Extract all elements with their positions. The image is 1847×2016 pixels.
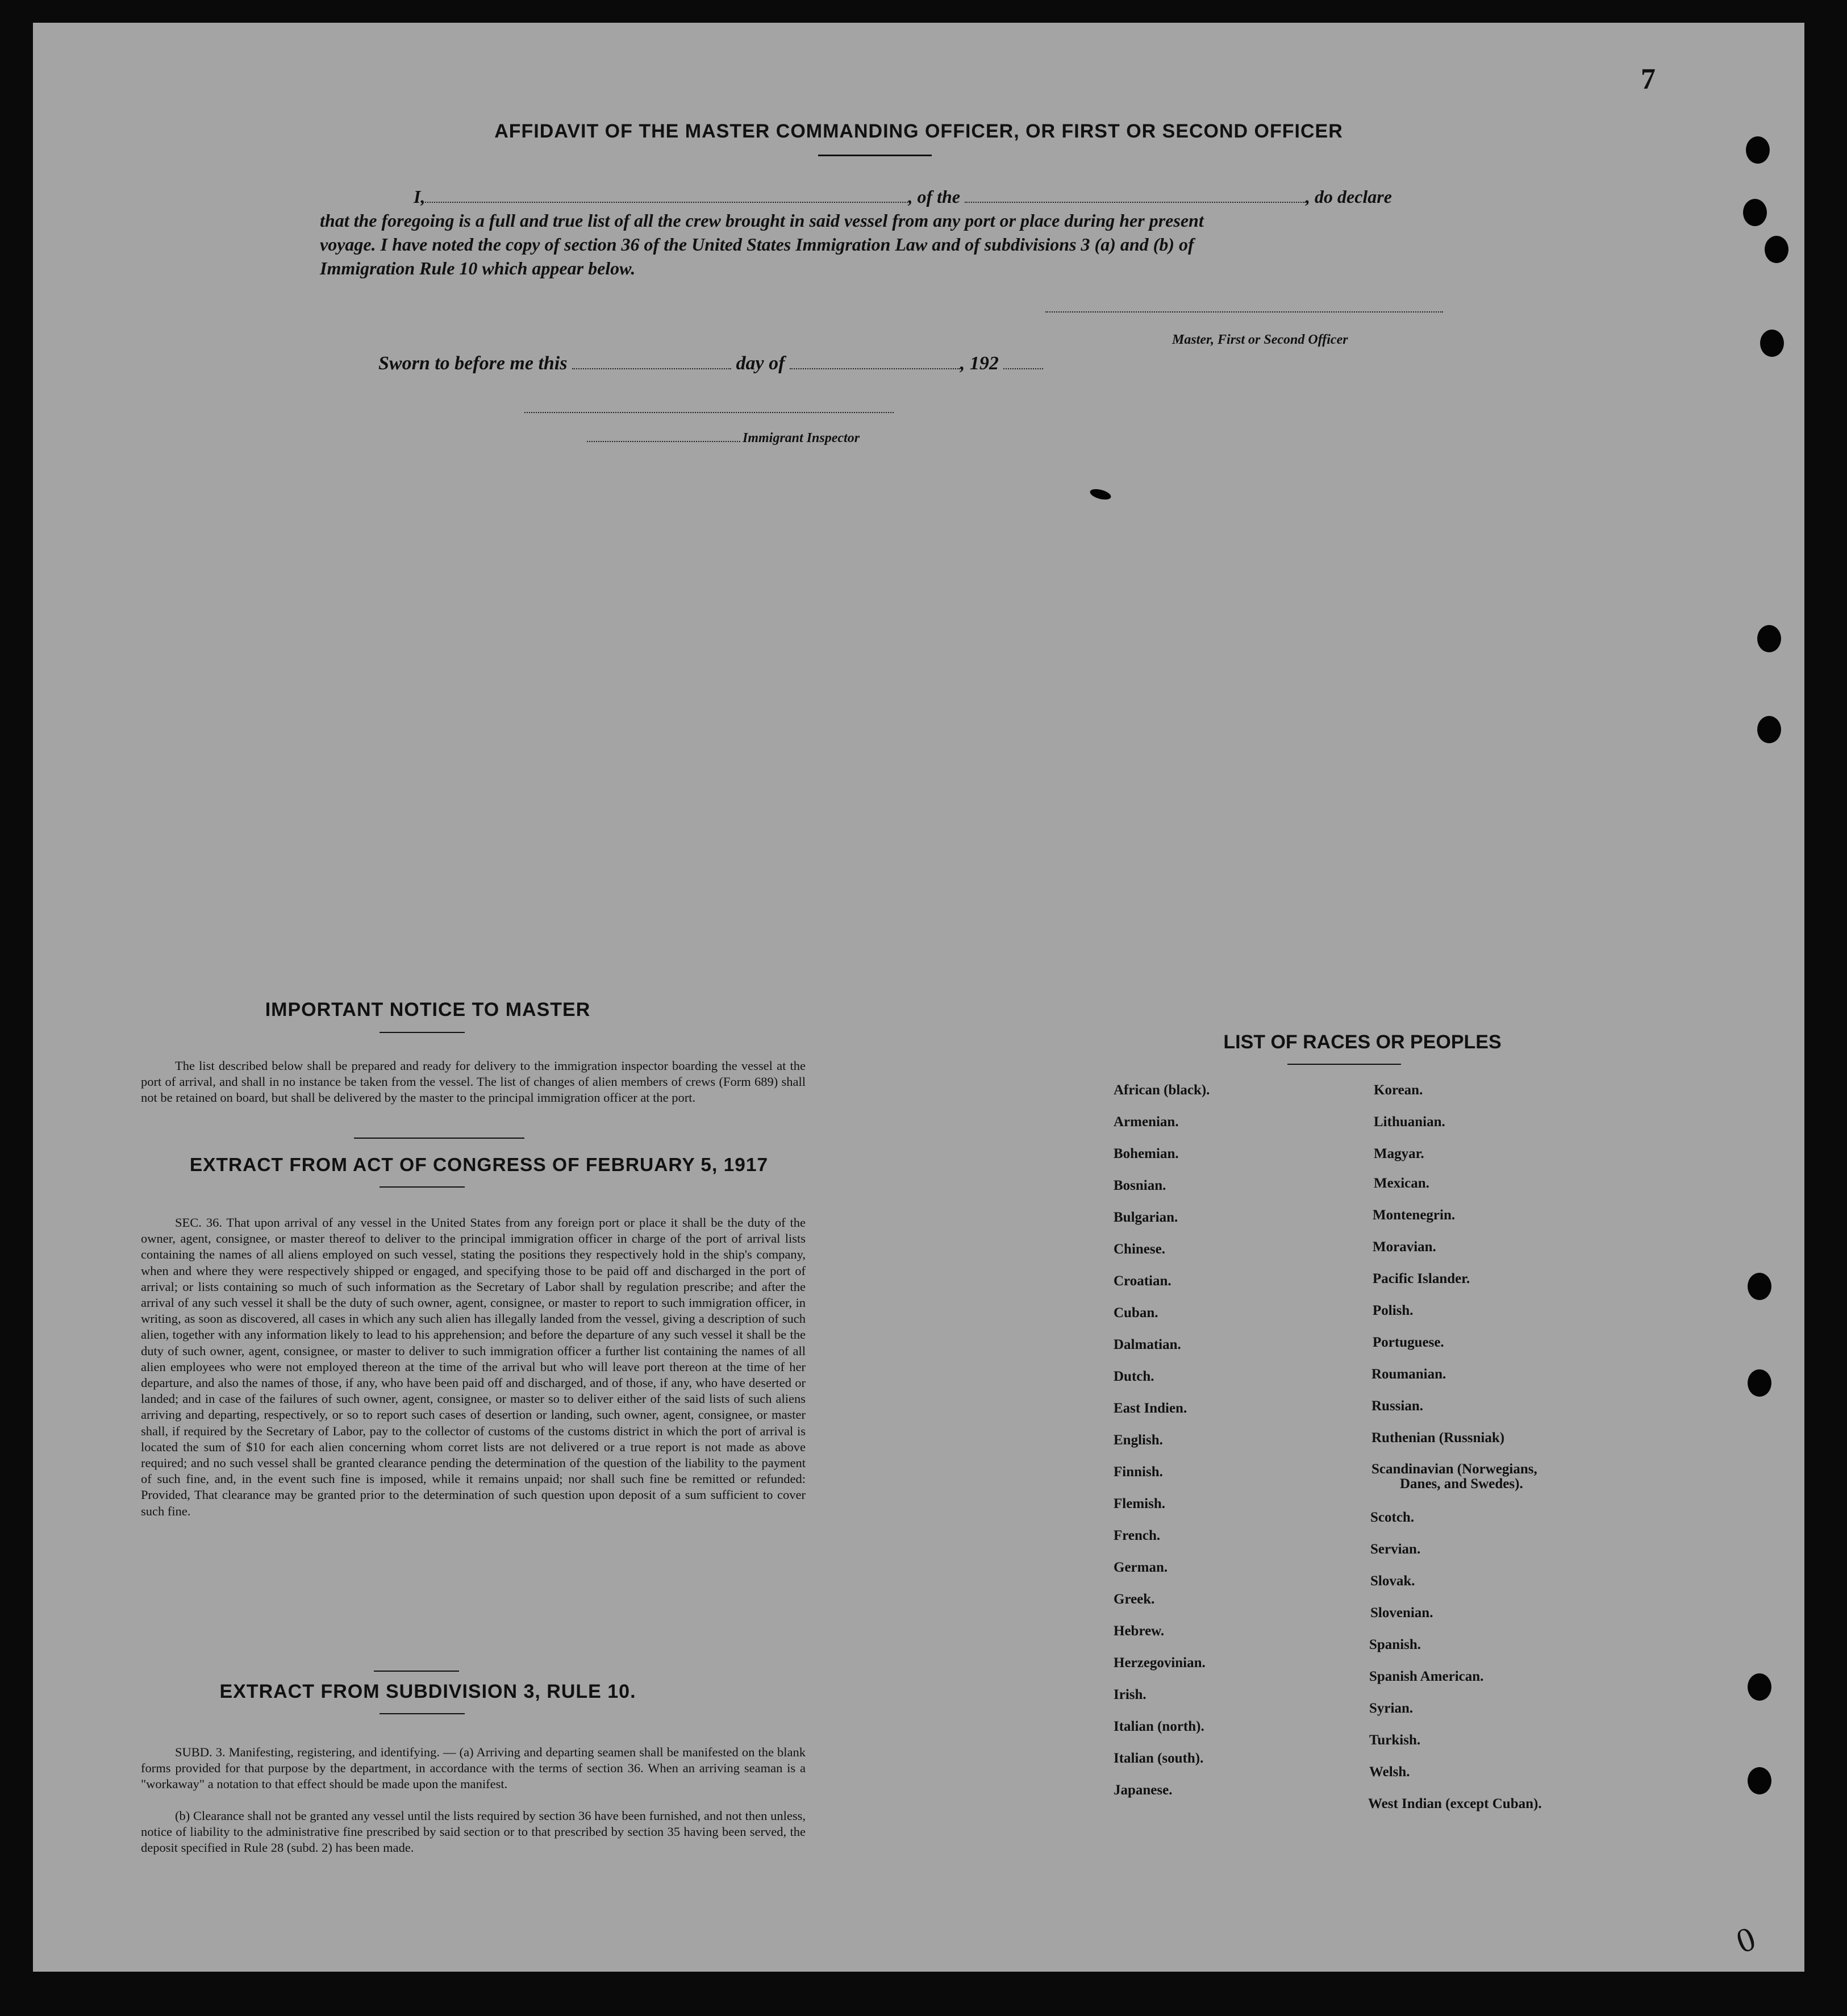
punch-hole (1748, 1767, 1771, 1794)
affidavit-declaration (320, 185, 1456, 280)
declaration-line-1 (320, 185, 1456, 209)
declaration-pronoun: I, (414, 186, 426, 207)
race-item: Syrian. (1369, 1701, 1414, 1716)
extract-act-rule (380, 1186, 465, 1188)
races-title-rule (1287, 1064, 1401, 1065)
race-item: Dalmatian. (1114, 1337, 1181, 1352)
name-blank[interactable] (425, 186, 908, 203)
punch-hole (1757, 716, 1781, 743)
master-signature-line[interactable] (1045, 311, 1443, 313)
notice-title: IMPORTANT NOTICE TO MASTER (265, 999, 591, 1021)
race-item: Flemish. (1114, 1496, 1165, 1511)
extract-rule-rule (380, 1713, 465, 1714)
race-item: English. (1114, 1432, 1163, 1448)
race-item: German. (1114, 1560, 1168, 1575)
race-item: Armenian. (1114, 1114, 1179, 1130)
sworn-line (378, 352, 1043, 374)
race-item: Russian. (1371, 1398, 1424, 1414)
race-item: Moravian. (1373, 1239, 1436, 1255)
race-item: Herzegovinian. (1114, 1655, 1206, 1671)
race-item: Spanish American. (1369, 1669, 1484, 1684)
extract-act-title: EXTRACT FROM ACT OF CONGRESS OF FEBRUARY 5, 1917 (189, 1155, 769, 1176)
notice-text: The list described below shall be prepared and ready for delivery to the immigration inspector boarding the vessel at the port of arrival, and shall in no instance be taken from the vessel. The list of changes of alien members of crews (Form 689) shall not be retained on board, but shall be delivered by the master to the principal immigration officer at the port. (141, 1059, 806, 1105)
inspector-caption-row (587, 431, 860, 446)
punch-hole (1748, 1273, 1771, 1300)
race-item: Scotch. (1370, 1510, 1415, 1525)
race-item: Bosnian. (1114, 1178, 1166, 1193)
race-item: Roumanian. (1371, 1367, 1446, 1382)
race-item: Slovenian. (1370, 1605, 1433, 1621)
extract-act-end-rule (374, 1671, 459, 1672)
race-item: French. (1114, 1528, 1161, 1543)
declaration-line-3: voyage. I have noted the copy of section 36 of the United States Immigration Law and of subdivisions 3 (a) and (b) of (320, 234, 1194, 255)
race-item: Irish. (1114, 1687, 1146, 1702)
vessel-blank[interactable] (965, 186, 1306, 203)
inspector-signature-line[interactable] (524, 412, 894, 413)
race-item: Servian. (1370, 1542, 1421, 1557)
sworn-day-of: day of (736, 353, 785, 374)
declaration-of-the: , of the (908, 186, 960, 207)
extract-rule-para-a: SUBD. 3. Manifesting, registering, and identifying. — (a) Arriving and departing seamen shall be manifested on the blank forms provided for that purpose by the department, in accordance with the terms of section 36. When an arriving seaman is a "workaway" a notation to that effect should be made upon the manifest. (141, 1745, 806, 1792)
corner-number-mark: 0 (1731, 1919, 1761, 1961)
race-item: Slovak. (1370, 1573, 1415, 1589)
declaration-do-declare: , do declare (1306, 186, 1392, 207)
race-item: Italian (north). (1114, 1719, 1204, 1734)
race-item: Danes, and Swedes). (1400, 1476, 1523, 1492)
race-item: Bulgarian. (1114, 1210, 1178, 1225)
race-item: Korean. (1374, 1082, 1423, 1098)
extract-act-text: SEC. 36. That upon arrival of any vessel in the United States from any foreign port or place it shall be the duty of the owner, agent, consignee, or master thereof to deliver to the principal immigration officer in charge of the port of arrival lists containing the names of all aliens employed on such vessel, stating the positions they respectively hold in the ship's company, when and where they were respectively shipped or engaged, and specifying those to be paid off and discharged in the port of arrival; or lists containing so much of such information as the Secretary of Labor shall by regulation prescribe; and after the arrival of any such vessel it shall be the duty of such owner, agent, consignee, or master to report to such immigration officer, in writing, as soon as discovered, all cases in which any such alien has illegally landed from the vessel, giving a description of such alien, together with any information likely to lead to his apprehension; and before the departure of any such vessel it shall be the duty of such owner, agent, consignee, or master to deliver to such immigration officer a further list containing the names of all alien employees who were not employed thereon at the time of the arrival but who will leave port thereon at the time of her departure, and also the names of those, if any, who have been paid off and discharged, and of those, if any, who have deserted or landed; and in case of the failures of such owner, agent, consignee, or master so to deliver either of the said lists of such aliens arriving and departing, respectively, or so to report such cases of desertion or landing, such owner, agent, consignee, or master shall, if required by the Secretary of Labor, pay to the collector of customs of the customs district in which the port of arrival is located the sum of $10 for each alien concerning whom corret lists are not delivered or a true report is not made as above required; and no such vessel shall be granted clearance pending the determination of the question of the liability to the payment of such fine, and, in the event such fine is imposed, while it remains unpaid; nor shall such fine be remitted or refunded: Provided, That clearance may be granted prior to the determination of such question upon deposit of a sum sufficient to cover such fine. (141, 1215, 806, 1518)
notice-title-rule (380, 1032, 465, 1033)
race-item: Welsh. (1369, 1764, 1410, 1780)
race-item: Magyar. (1374, 1146, 1424, 1161)
race-item: Mexican. (1374, 1176, 1429, 1191)
race-item: Finnish. (1114, 1464, 1163, 1480)
race-item: Scandinavian (Norwegians, (1371, 1461, 1537, 1477)
inspector-caption-lead (587, 434, 740, 442)
sworn-month-blank[interactable] (790, 352, 960, 369)
race-item: Montenegrin. (1373, 1207, 1456, 1223)
sworn-year: , 192 (960, 353, 999, 374)
notice-end-rule (354, 1138, 524, 1139)
extract-rule-para-b: (b) Clearance shall not be granted any vessel until the lists required by section 36 have been furnished, and not then unless, notice of liability to the administrative fine prescribed by said section or to that prescribed by section 35 having been served, the deposit specified in Rule 28 (subd. 2) has been made. (141, 1809, 806, 1855)
punch-hole (1765, 236, 1788, 263)
declaration-line-4: Immigration Rule 10 which appear below. (320, 258, 636, 278)
race-item: Chinese. (1114, 1242, 1165, 1257)
page-number-mark: 7 (1641, 63, 1656, 95)
race-item: Dutch. (1114, 1369, 1154, 1384)
punch-hole (1760, 330, 1784, 357)
ink-blot (1089, 487, 1112, 501)
sworn-prefix: Sworn to before me this (378, 353, 568, 374)
race-item: Greek. (1114, 1592, 1155, 1607)
punch-hole (1757, 625, 1781, 652)
inspector-caption: Immigrant Inspector (743, 431, 860, 445)
race-item: Spanish. (1369, 1637, 1421, 1652)
race-item: Bohemian. (1114, 1146, 1179, 1161)
race-item: African (black). (1114, 1082, 1210, 1098)
punch-hole (1748, 1673, 1771, 1701)
punch-hole (1743, 199, 1767, 226)
master-caption: Master, First or Second Officer (1172, 332, 1348, 347)
punch-hole (1748, 1369, 1771, 1397)
race-item: Polish. (1373, 1303, 1414, 1318)
race-item: Cuban. (1114, 1305, 1158, 1321)
affidavit-title: AFFIDAVIT OF THE MASTER COMMANDING OFFICER, OR FIRST OR SECOND OFFICER (494, 120, 1343, 142)
race-item: West Indian (except Cuban). (1368, 1796, 1542, 1811)
extract-rule-title: EXTRACT FROM SUBDIVISION 3, RULE 10. (219, 1681, 636, 1702)
race-item: Croatian. (1114, 1273, 1171, 1289)
race-item: Italian (south). (1114, 1751, 1204, 1766)
sworn-day-blank[interactable] (572, 352, 731, 369)
race-item: East Indien. (1114, 1401, 1187, 1416)
race-item: Japanese. (1114, 1782, 1173, 1798)
race-item: Turkish. (1369, 1732, 1421, 1748)
title-underline (818, 155, 932, 156)
race-item: Pacific Islander. (1373, 1271, 1470, 1286)
declaration-line-2: that the foregoing is a full and true list of all the crew brought in said vessel from any port or place during her present (320, 210, 1204, 231)
races-title: LIST OF RACES OR PEOPLES (1223, 1031, 1502, 1053)
document-page (33, 23, 1804, 1972)
sworn-year-blank[interactable] (1003, 352, 1043, 369)
race-item: Ruthenian (Russniak) (1371, 1430, 1505, 1446)
race-item: Hebrew. (1114, 1623, 1165, 1639)
race-item: Lithuanian. (1374, 1114, 1445, 1130)
race-item: Portuguese. (1373, 1335, 1444, 1350)
